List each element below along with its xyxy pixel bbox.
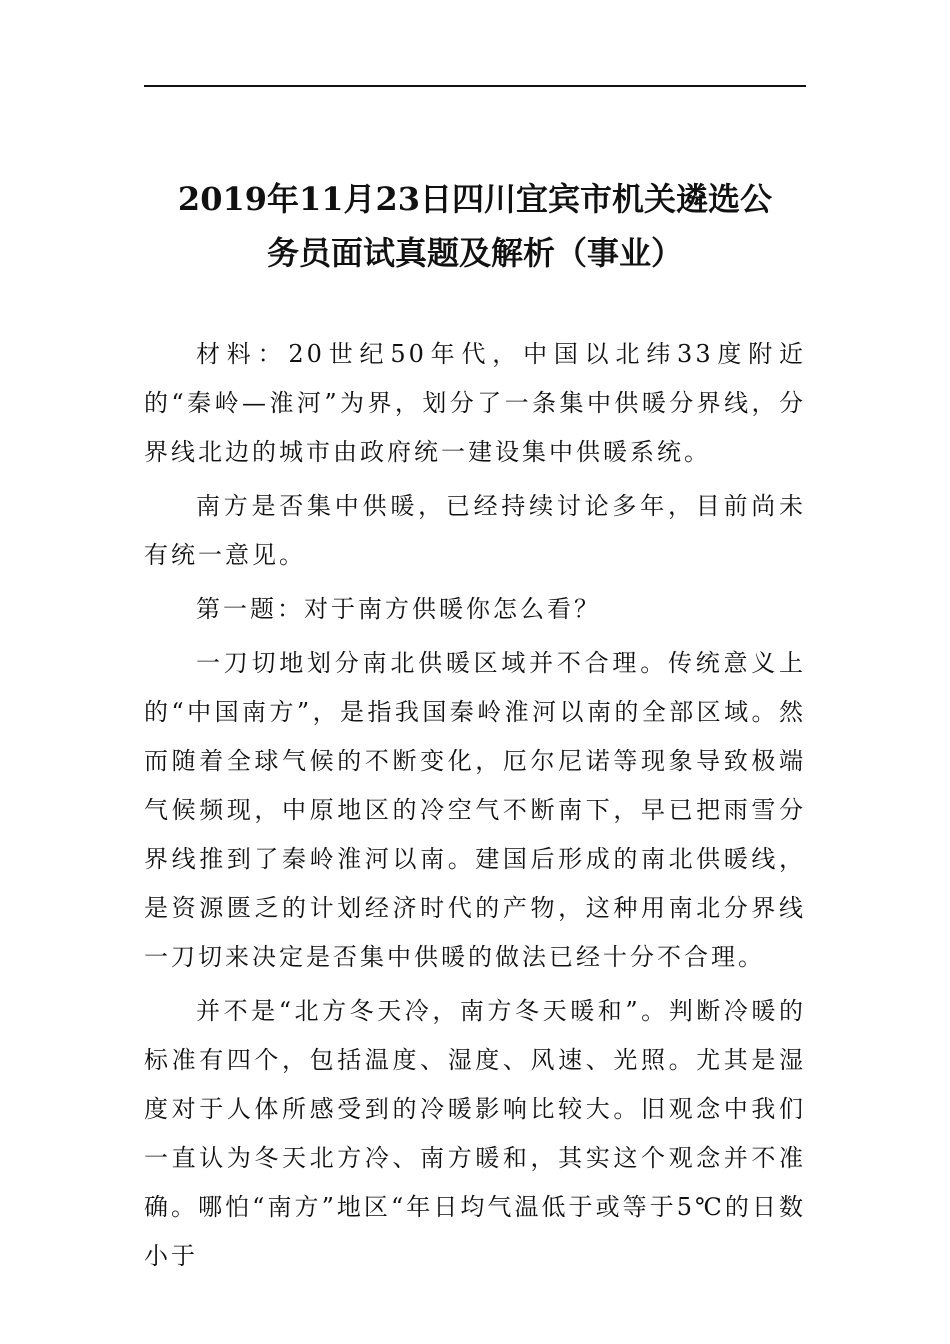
paragraph-question-one: 第一题：对于南方供暖你怎么看？ — [196, 595, 601, 623]
title-line-2: 务员面试真题及解析（事业） — [266, 234, 683, 272]
title-line-1: 2019年11月23日四川宜宾市机关遴选公 — [177, 180, 773, 218]
paragraph-answer-point-two: 并不是“北方冬天冷，南方冬天暖和”。判断冷暖的标准有四个，包括温度、湿度、风速、光照。尤其是湿度对于人体所感受到的冷暖影响比较大。旧观念中我们一直认为冬天北方冷、南方暖和，其实这个观念并不准确。哪怕“南方”地区“年日均气温低于或等于5℃的日数小于 — [144, 997, 806, 1270]
document-body — [144, 330, 806, 1286]
paragraph-answer-point-one: 一刀切地划分南北供暖区域并不合理。传统意义上的“中国南方”，是指我国秦岭淮河以南的全部区域。然而随着全球气候的不断变化，厄尔尼诺等现象导致极端气候频现，中原地区的冷空气不断南下，早已把雨雪分界线推到了秦岭淮河以南。建国后形成的南北供暖线，是资源匮乏的计划经济时代的产物，这种用南北分界线一刀切来决定是否集中供暖的做法已经十分不合理。 — [144, 649, 806, 971]
paragraph-debate: 南方是否集中供暖，已经持续讨论多年，目前尚未有统一意见。 — [144, 492, 806, 569]
paragraph-material: 材料：20世纪50年代，中国以北纬33度附近的“秦岭—淮河”为界，划分了一条集中供暖分界线，分界线北边的城市由政府统一建设集中供暖系统。 — [144, 340, 806, 466]
document-title — [144, 172, 806, 280]
header-rule — [144, 85, 806, 87]
